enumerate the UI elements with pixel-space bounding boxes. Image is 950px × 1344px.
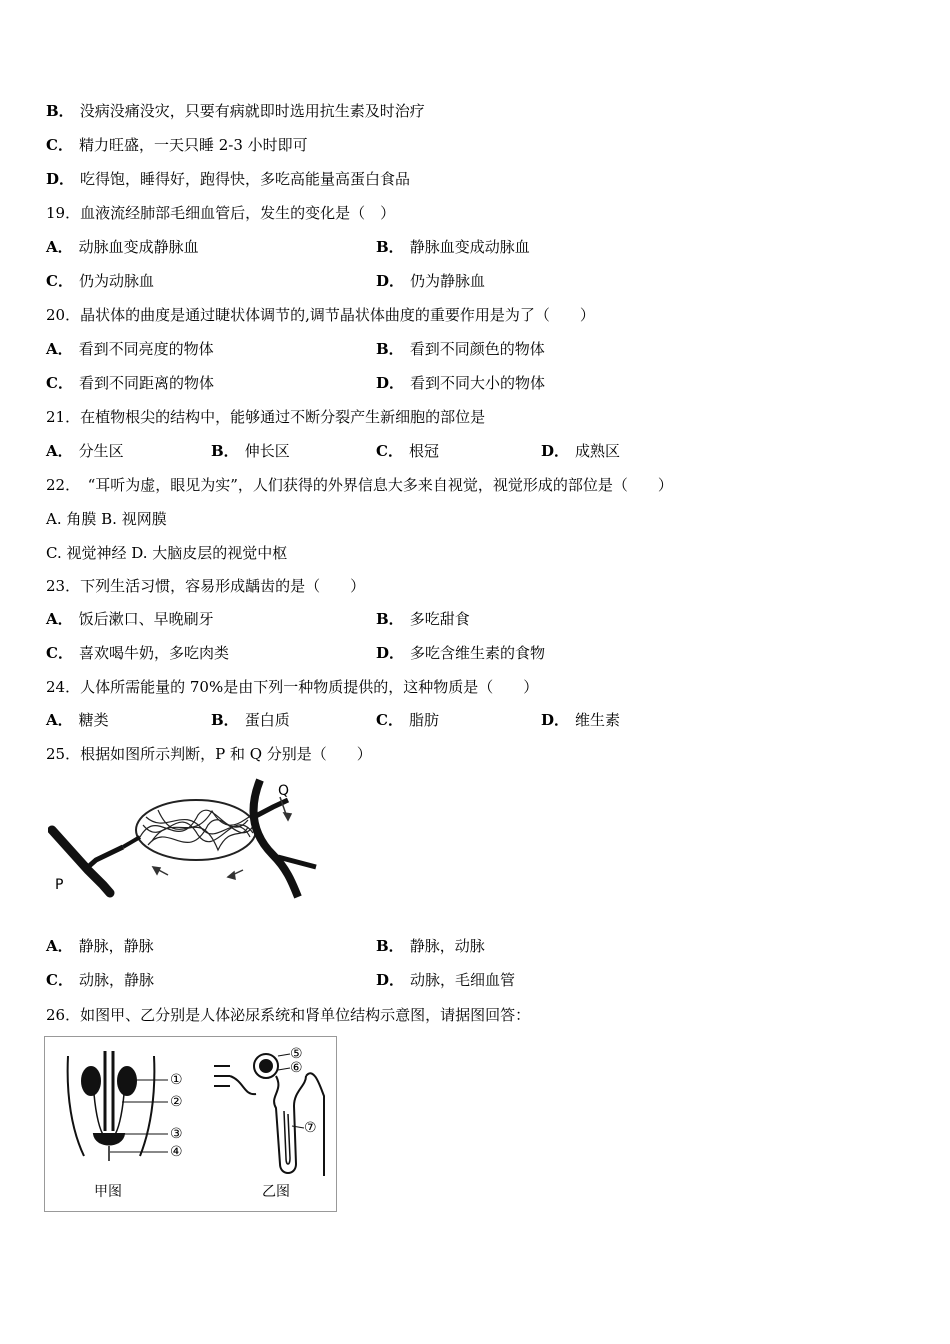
q20-stem: 20．晶状体的曲度是通过睫状体调节的,调节晶状体曲度的重要作用是为了（ ） (46, 306, 595, 324)
option-text: 静脉，动脉 (409, 937, 485, 955)
option-text: 蛋白质 (244, 711, 290, 729)
q19-option-c (46, 271, 154, 291)
q24-option-c (376, 710, 439, 730)
q20-option-b (376, 339, 545, 359)
option-label: D． (46, 170, 75, 188)
label-q: Q (278, 783, 290, 799)
q20-option-c (46, 373, 214, 393)
arteriole (123, 837, 140, 847)
marker-1: ① (170, 1072, 183, 1088)
option-label: A． (46, 442, 73, 460)
q23-option-b (376, 609, 470, 629)
marker-7: ⑦ (304, 1120, 317, 1136)
option-text: 精力旺盛，一天只睡 2-3 小时即可 (78, 136, 308, 154)
q23-option-a (46, 609, 214, 629)
option-text: 脂肪 (408, 711, 439, 729)
option-text: 分生区 (78, 442, 124, 460)
q19-option-d (376, 271, 485, 291)
option-label: A． (46, 238, 73, 256)
option-label: A． (46, 340, 73, 358)
option-text: 动脉血变成静脉血 (78, 238, 199, 256)
q18-option-b (46, 101, 425, 121)
q19-option-a (46, 237, 199, 257)
option-label: D． (541, 711, 570, 729)
option-text: 静脉血变成动脉血 (409, 238, 530, 256)
vessel-q (254, 780, 298, 897)
kidney-left (82, 1067, 100, 1095)
capillary-loops (140, 810, 254, 850)
option-text: 静脉，静脉 (78, 937, 154, 955)
option-text: 糖类 (78, 711, 109, 729)
q21-option-b (211, 441, 290, 461)
marker-5: ⑤ (290, 1046, 303, 1062)
q24-option-d (541, 710, 620, 730)
option-text: 多吃含维生素的食物 (410, 644, 546, 662)
option-label: C． (46, 374, 73, 392)
q20-option-d (376, 373, 545, 393)
q25-option-c (46, 970, 154, 990)
q22-options-line-2: C. 视觉神经 D. 大脑皮层的视觉中枢 (46, 544, 288, 562)
q23-stem: 23．下列生活习惯，容易形成龋齿的是（ ） (46, 577, 366, 595)
option-text: 仍为静脉血 (410, 272, 486, 290)
kidney-right (118, 1067, 136, 1095)
q22-stem: 22． “耳听为虚，眼见为实”，人们获得的外界信息大多来自视觉，视觉形成的部位是（ ） (46, 476, 673, 494)
q19-option-b (376, 237, 530, 257)
option-text: 看到不同颜色的物体 (409, 340, 545, 358)
q22-options-line-1: A. 角膜 B. 视网膜 (46, 510, 167, 528)
option-label: C． (376, 711, 403, 729)
option-text: 根冠 (408, 442, 439, 460)
q21-option-a (46, 441, 124, 461)
marker-3: ③ (170, 1126, 183, 1142)
option-label: B． (46, 102, 74, 120)
option-text: 吃得饱，睡得好，跑得快，多吃高能量高蛋白食品 (80, 170, 411, 188)
label-p: P (55, 877, 64, 893)
option-text: 维生素 (575, 711, 621, 729)
option-text: 看到不同距离的物体 (78, 374, 214, 392)
option-text: 动脉，静脉 (78, 971, 154, 989)
q21-option-c (376, 441, 439, 461)
option-text: 成熟区 (575, 442, 621, 460)
option-text: 饭后漱口、早晚刷牙 (78, 610, 214, 628)
option-text: 看到不同大小的物体 (410, 374, 546, 392)
q24-option-a (46, 710, 109, 730)
q18-option-d (46, 169, 410, 189)
q25-option-d (376, 970, 515, 990)
jia-caption: 甲图 (94, 1184, 122, 1200)
q23-option-d (376, 643, 545, 663)
option-text: 动脉，毛细血管 (410, 971, 516, 989)
option-label: C． (376, 442, 403, 460)
option-label: C． (46, 272, 73, 290)
q21-option-d (541, 441, 620, 461)
q20-option-a (46, 339, 214, 359)
q21-stem: 21．在植物根尖的结构中，能够通过不断分裂产生新细胞的部位是 (46, 408, 486, 426)
yi-caption: 乙图 (262, 1184, 290, 1200)
option-label: C． (46, 971, 73, 989)
urinary-system-figure (44, 1036, 338, 1213)
venule (254, 800, 288, 817)
option-text: 伸长区 (244, 442, 290, 460)
option-label: B． (376, 340, 404, 358)
q26-stem: 26．如图甲、乙分别是人体泌尿系统和肾单位结构示意图，请据图回答： (46, 1006, 531, 1024)
capillary-network-figure (48, 775, 320, 900)
option-text: 看到不同亮度的物体 (78, 340, 214, 358)
option-label: A． (46, 711, 73, 729)
q24-option-b (211, 710, 290, 730)
option-text: 多吃甜食 (409, 610, 470, 628)
option-label: D． (541, 442, 570, 460)
option-label: D． (376, 644, 405, 662)
option-label: D． (376, 272, 405, 290)
option-label: D． (376, 374, 405, 392)
option-label: B． (211, 442, 239, 460)
q24-stem: 24．人体所需能量的 70%是由下列一种物质提供的，这种物质是（ ） (46, 678, 539, 696)
option-label: B． (376, 937, 404, 955)
q23-option-c (46, 643, 229, 663)
q25-option-b (376, 936, 485, 956)
option-label: A． (46, 610, 73, 628)
q18-option-c (46, 135, 308, 155)
q19-stem: 19．血液流经肺部毛细血管后，发生的变化是（ ） (46, 204, 396, 222)
option-label: B． (376, 238, 404, 256)
option-label: B． (211, 711, 239, 729)
q25-option-a (46, 936, 154, 956)
option-label: C． (46, 644, 73, 662)
option-label: B． (376, 610, 404, 628)
marker-6: ⑥ (290, 1060, 303, 1076)
option-label: C． (46, 136, 73, 154)
option-label: A． (46, 937, 73, 955)
option-text: 仍为动脉血 (78, 272, 154, 290)
option-label: D． (376, 971, 405, 989)
q25-stem: 25．根据如图所示判断，P 和 Q 分别是（ ） (46, 745, 372, 763)
option-text: 没病没痛没灾，只要有病就即时选用抗生素及时治疗 (79, 102, 425, 120)
marker-4: ④ (170, 1144, 183, 1160)
marker-2: ② (170, 1094, 183, 1110)
option-text: 喜欢喝牛奶，多吃肉类 (78, 644, 229, 662)
capillary-mass (136, 800, 256, 860)
